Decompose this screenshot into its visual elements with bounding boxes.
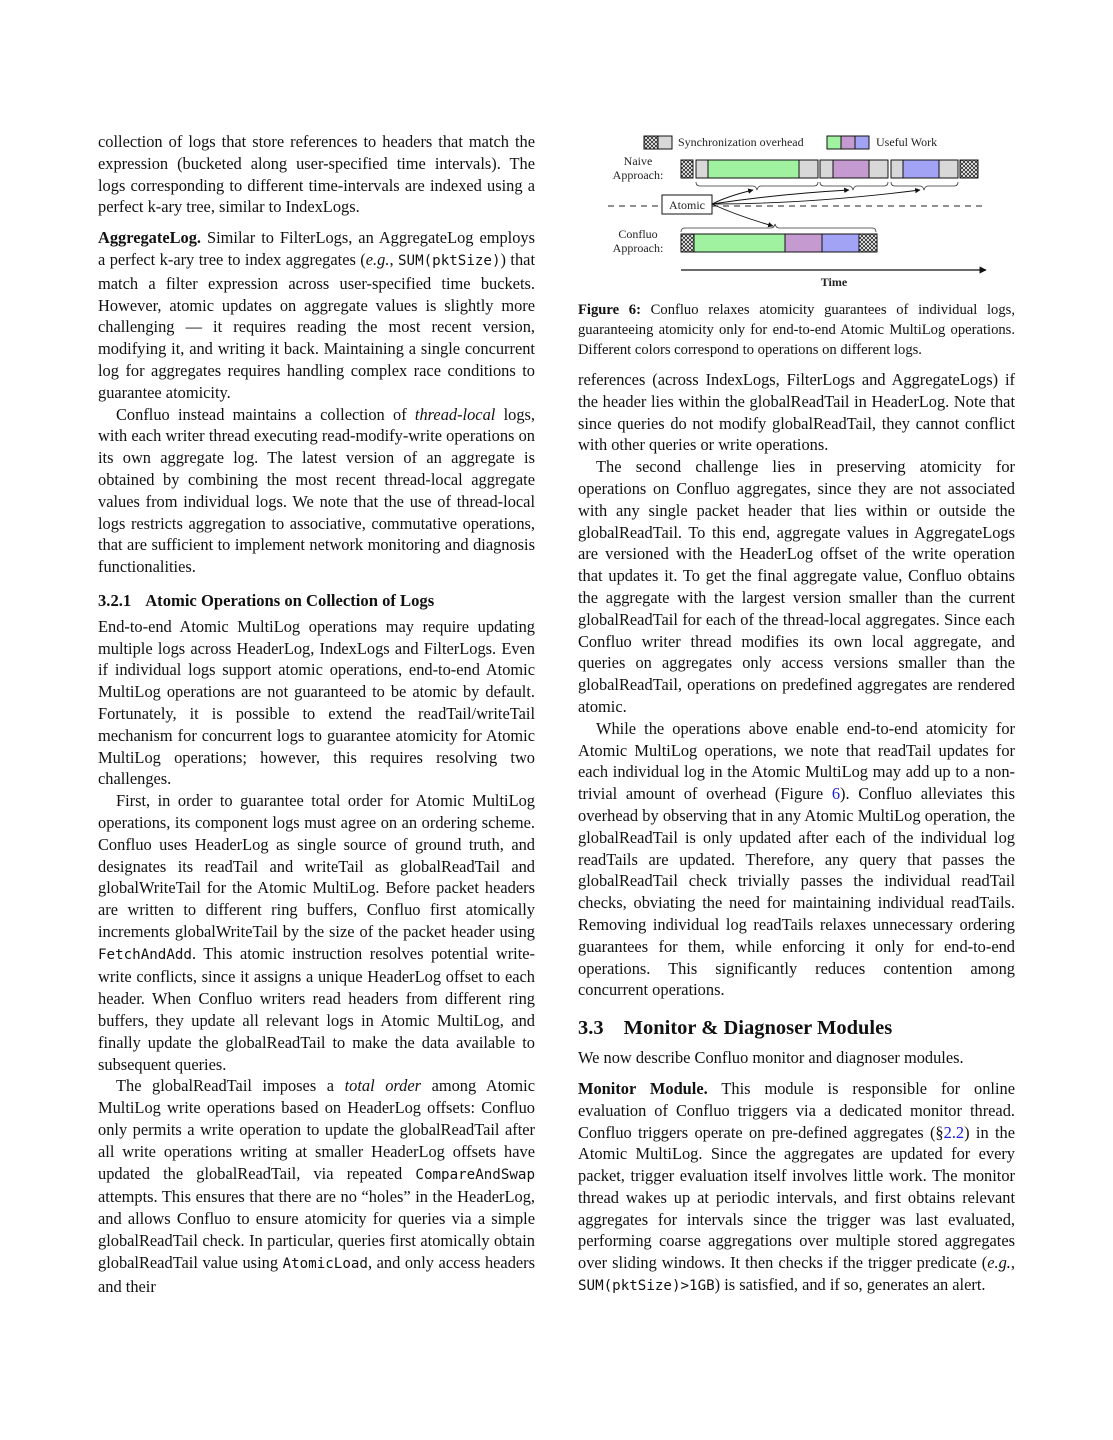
naive-overhead-block	[820, 160, 833, 178]
text: among Atomic MultiLog write operations based on HeaderLog offsets: Confluo only permits a write operation to update the globalReadTail after all write operations writing at smaller HeaderLog offsets have updated the globalReadTail, via repeated	[98, 1076, 535, 1183]
legend-purple-swatch	[841, 136, 855, 149]
caption-label: Figure 6:	[578, 302, 641, 318]
naive-overhead-block	[696, 160, 708, 178]
confluo-label-line2: Approach:	[612, 241, 664, 255]
section-number: 3.3	[578, 1017, 604, 1040]
text-italic: total order	[344, 1076, 422, 1096]
text: logs, with each writer thread executing read-modify-write operations on its own aggregate log. The latest version of an aggregate is obtained by combining the most recent thread-local aggregate values from individual logs. We note that the use of thread-local logs restricts aggregation to associative, commutative operations, that are sufficient to implement network monitoring and diagnosis functionalities.	[98, 404, 535, 577]
legend-sync-label: Synchronization overhead	[678, 135, 804, 149]
text-italic: thread-local	[414, 404, 496, 424]
figure-6	[578, 128, 1015, 360]
section-heading	[578, 1015, 1015, 1041]
naive-blue-work-block	[903, 160, 939, 178]
inline-code: AtomicLoad	[282, 1255, 368, 1272]
confluo-purple-work-block	[785, 234, 822, 252]
inline-code: SUM(pktSize)>1GB	[578, 1278, 715, 1295]
naive-brace-1	[696, 182, 818, 190]
naive-brace-2	[820, 182, 888, 190]
text: First, in order to guarantee total order for Atomic MultiLog operations, its component logs must agree on an ordering scheme. Confluo uses HeaderLog as single source of ground truth, and designates its readTail and writeTail as globalReadTail and globalWriteTail for the Atomic MultiLog. Before packet headers are written to different ring buffers, Confluo first atomically increments globalWriteTail by the size of the packet header using	[98, 791, 535, 941]
naive-label-line2: Approach:	[612, 168, 664, 182]
naive-green-work-block	[708, 160, 799, 178]
time-axis-label: Time	[820, 275, 848, 289]
subsection-number: 3.2.1	[98, 590, 132, 610]
inline-code: SUM(pktSize)	[398, 252, 501, 269]
paragraph-monitor-module	[578, 1078, 1015, 1298]
text: Confluo instead maintains a collection of	[116, 404, 415, 424]
confluo-green-work-block	[694, 234, 785, 252]
naive-timeline	[681, 160, 978, 190]
confluo-start-sync-block	[681, 234, 694, 252]
text: ) is satisfied, and if so, generates an alert.	[714, 1275, 986, 1295]
naive-brace-3	[891, 182, 958, 190]
run-in-heading: AggregateLog.	[98, 228, 202, 248]
naive-label-line1: Naive	[623, 154, 653, 168]
paragraph: references (across IndexLogs, FilterLogs and AggregateLogs) if the header lies within the globalReadTail in HeaderLog. Note that since queries do not modify globalReadTail, they cannot conflict with other queries or write operations.	[578, 370, 1015, 455]
atomic-arrows	[712, 190, 920, 226]
text: ). Confluo alleviates this overhead by observing that in any Atomic MultiLog operation, the globalReadTail is only updated after each of the individual log readTails are updated. Therefore, any query that passes the globalReadTail check trivially passes the individual readTail checks, obviating the need for maintaining individual readTails. Removing individual log readTails relaxes unnecessary ordering guarantees for them, while enforcing it only for end-to-end operations. This significantly reduces contention among concurrent operations.	[578, 784, 1015, 1000]
legend-sync-gray-swatch	[658, 136, 672, 149]
legend-sync-hatch-swatch	[644, 136, 658, 149]
naive-start-sync-block	[681, 160, 693, 178]
naive-purple-work-block	[833, 160, 869, 178]
legend	[644, 135, 937, 149]
left-column	[98, 131, 535, 1297]
subsection-heading	[98, 590, 535, 612]
text: Similar to FilterLogs, an AggregateLog employs a perfect k-ary tree to index aggregates (	[98, 228, 535, 269]
text: ,	[1010, 1253, 1015, 1273]
paragraph-aggregatelog	[98, 227, 535, 403]
right-column	[578, 369, 1015, 1298]
legend-blue-swatch	[855, 136, 869, 149]
text: ) that match a filter expression across user-specified time buckets. However, atomic updates on aggregate values is slightly more challenging — it requires reading the most recent version, modifying it, and writing it back. Maintaining a single concurrent log for aggregates requires handling complex race conditions to guarantee atomicity.	[98, 249, 536, 402]
figure-diagram	[578, 128, 1015, 290]
naive-overhead-block	[939, 160, 958, 178]
legend-green-swatch	[827, 136, 841, 149]
text: . This atomic instruction resolves potential write-write conflicts, since it assigns a unique HeaderLog offset to each header. When Confluo writers read headers from different ring buffers, they update all relevant logs in Atomic MultiLog, and finally update the globalReadTail to make the data available to subsequent queries.	[98, 943, 535, 1074]
caption-text: Confluo relaxes atomicity guarantees of individual logs, guaranteeing atomicity only for end-to-end Atomic MultiLog operations. Different colors correspond to operations on different logs.	[578, 302, 1015, 358]
arrow	[712, 204, 773, 226]
text: attempts. This ensures that there are no “holes” in the HeaderLog, and allows Confluo to ensure atomicity for queries via a simple globalReadTail check. In particular, queries first atomically obtain globalReadTail value using	[98, 1187, 535, 1272]
paragraph	[98, 1075, 535, 1297]
naive-overhead-block	[891, 160, 903, 178]
paragraph: collection of logs that store references to headers that match the expression (bucketed along user-specified time intervals). The logs corresponding to different time-intervals are indexed using a perfect k-ary tree, similar to IndexLogs.	[98, 132, 535, 217]
text: While the operations above enable end-to-end atomicity for Atomic MultiLog operations, we note that readTail updates for each individual log in the Atomic MultiLog may add up to a non-trivial amount of overhead (Figure	[578, 718, 1015, 804]
text-italic: e.g.	[365, 249, 390, 269]
subsection-title: Atomic Operations on Collection of Logs	[145, 590, 435, 610]
inline-code: CompareAndSwap	[415, 1166, 535, 1183]
section-title: Monitor & Diagnoser Modules	[623, 1017, 893, 1040]
text-italic: e.g.	[987, 1253, 1011, 1273]
confluo-label-line1: Confluo	[618, 227, 658, 241]
paragraph	[578, 718, 1015, 1001]
inline-code: FetchAndAdd	[98, 946, 192, 963]
text: ,	[389, 249, 399, 269]
figure-caption	[578, 300, 1015, 360]
naive-overhead-block	[799, 160, 818, 178]
arrow	[712, 190, 753, 204]
text: , and only access headers and their	[98, 1252, 535, 1296]
paragraph	[98, 790, 535, 1075]
section-reference-link[interactable]: 2.2	[943, 1122, 965, 1142]
legend-work-label: Useful Work	[876, 135, 938, 149]
text: ) in the Atomic MultiLog. Since the aggregates are updated for every packet, trigger evaluation itself involves little work. The monitor thread wakes up at periodic intervals, and first obtains relevant aggregates for intervals since the trigger was last evaluated, performing coarse aggregations over multiple stored aggregates over sliding windows. It then checks if the trigger predicate (	[578, 1122, 1016, 1273]
confluo-end-sync-block	[859, 234, 877, 252]
naive-overhead-block	[869, 160, 888, 178]
naive-end-sync-block	[960, 160, 978, 178]
text: The globalReadTail imposes a	[116, 1076, 345, 1096]
confluo-blue-work-block	[822, 234, 859, 252]
paragraph	[98, 404, 535, 578]
atomic-label: Atomic	[669, 198, 705, 212]
figure-reference-link[interactable]: 6	[831, 784, 841, 804]
confluo-timeline	[681, 234, 877, 252]
paragraph: The second challenge lies in preserving atomicity for operations on Confluo aggregates, since they are not associated with any single packet header that lies within or outside the globalReadTail. To this end, aggregate values in AggregateLogs are versioned with the HeaderLog offset of the write operation that updates it. To get the final aggregate value, Confluo obtains the aggregate with the largest version smaller than the current globalReadTail for each of the thread-local aggregates. Since each Confluo writer thread modifies its own local aggregate, and queries on aggregates only access versions smaller than the globalReadTail, operations on predefined aggregates are rendered atomic.	[578, 457, 1015, 716]
confluo-brace	[681, 224, 876, 232]
text: This module is responsible for online evaluation of Confluo triggers via a dedicated monitor thread. Confluo triggers operate on pre-defined aggregates (§	[578, 1078, 1016, 1142]
run-in-heading: Monitor Module.	[578, 1078, 708, 1098]
paragraph: We now describe Confluo monitor and diagnoser modules.	[578, 1048, 964, 1068]
paragraph: End-to-end Atomic MultiLog operations may require updating multiple logs across HeaderLog, IndexLogs and FilterLogs. Even if individual logs support atomic operations, end-to-end Atomic MultiLog operations are not guaranteed to be atomic by default. Fortunately, it is possible to extend the readTail/writeTail mechanism for concurrent logs to guarantee atomicity for Atomic MultiLog operations; however, this requires resolving two challenges.	[98, 616, 535, 789]
